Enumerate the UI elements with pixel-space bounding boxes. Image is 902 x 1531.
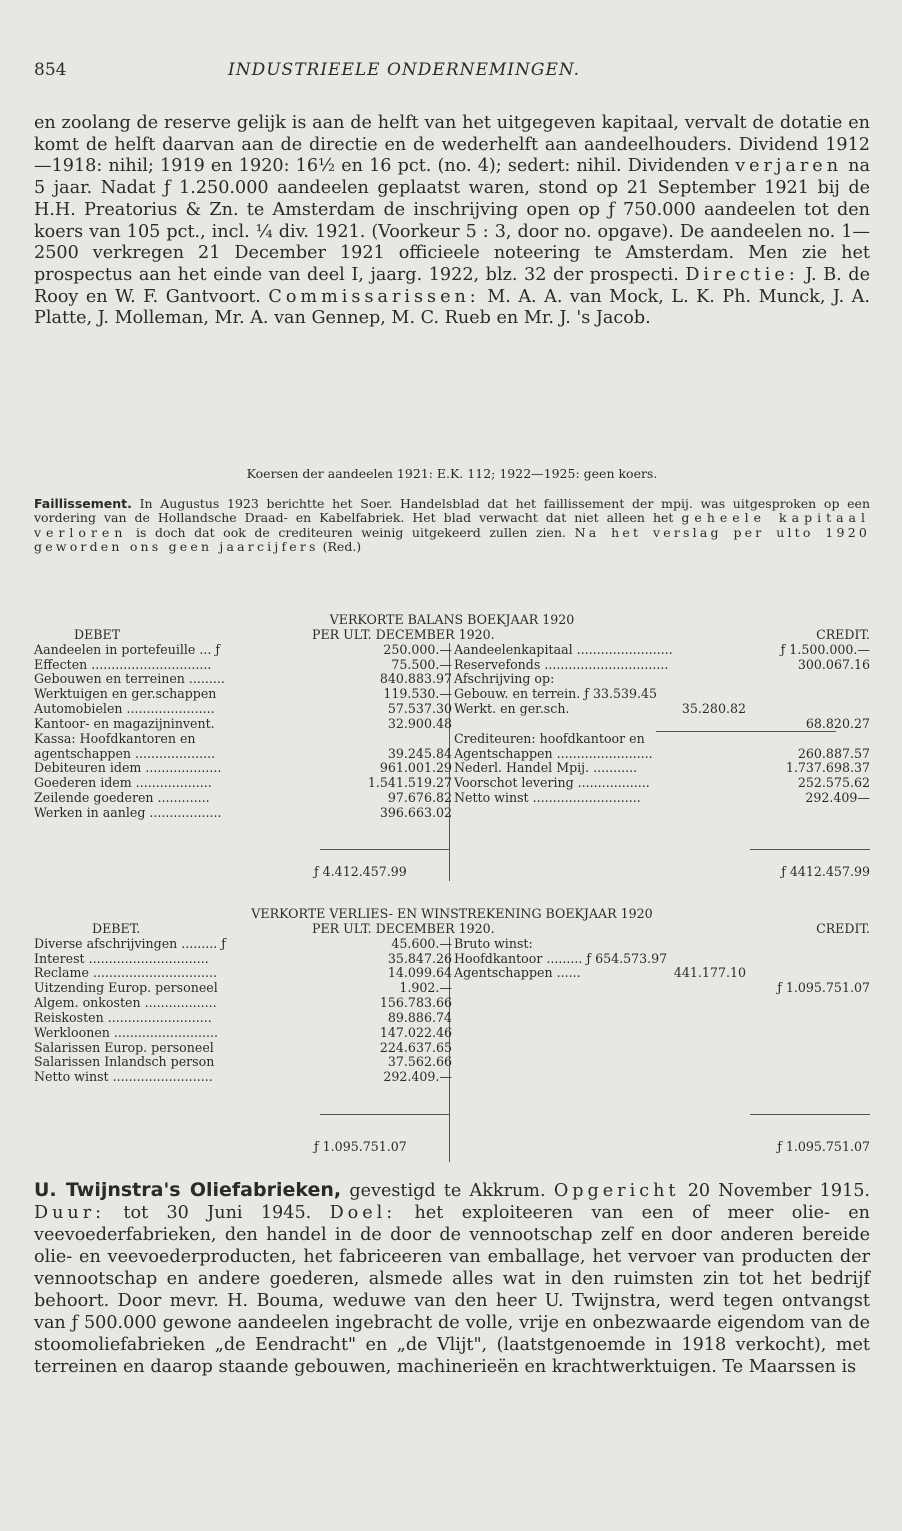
balans-subtotal-rule	[656, 731, 836, 732]
row-amount: 292.409.—	[383, 1069, 452, 1085]
table-row	[34, 1011, 452, 1026]
table-row	[34, 1041, 452, 1056]
table-row	[454, 952, 870, 967]
verlies-credit: CREDIT.	[816, 920, 870, 936]
row-amount: 14.099.64	[387, 965, 452, 981]
table-row	[34, 966, 452, 981]
row-label: agentschappen ....................	[34, 745, 216, 761]
balans-left-rule	[320, 849, 450, 850]
row-label: Zeilende goederen .............	[34, 790, 210, 806]
row-amount: ƒ 1.095.751.07	[777, 980, 870, 996]
intro-verjaren: verjaren	[735, 156, 843, 177]
faillissement-note	[34, 497, 870, 554]
twijn-opgericht: Opgericht	[553, 1181, 680, 1201]
balans-per: PER ULT. DECEMBER 1920.	[312, 626, 495, 642]
row-label: Kassa: Hoofdkantoren en	[34, 730, 196, 746]
twijn-doel: Doel:	[329, 1203, 397, 1223]
row-amount: 250.000.—	[383, 641, 452, 657]
table-row	[454, 672, 870, 687]
twijn-text-a: gevestigd te Akkrum.	[341, 1181, 554, 1201]
row-amount: 252.575.62	[797, 775, 870, 791]
intro-paragraph	[34, 113, 870, 330]
page-header	[34, 60, 874, 90]
row-label: Netto winst .........................	[34, 1069, 213, 1085]
table-row	[454, 937, 870, 952]
table-row	[454, 643, 870, 658]
table-row	[34, 732, 452, 747]
table-row	[34, 687, 452, 702]
table-row	[454, 776, 870, 791]
row-label: Aandeelenkapitaal ........................	[454, 641, 673, 657]
table-row	[34, 643, 452, 658]
table-row	[34, 776, 452, 791]
row-label: Algem. onkosten ..................	[34, 995, 217, 1011]
balans-debet: DEBET	[74, 626, 121, 642]
row-label: Salarissen Inlandsch person	[34, 1054, 215, 1070]
balans-left-col	[34, 643, 452, 821]
table-row	[34, 952, 452, 967]
row-label: Effecten ..............................	[34, 656, 212, 672]
balans-credit: CREDIT.	[816, 626, 870, 642]
row-subamount: 35.280.82	[681, 701, 746, 717]
verlies-head	[34, 922, 870, 937]
verlies-table	[34, 906, 870, 1154]
table-row	[34, 1026, 452, 1041]
row-amount: 35.847.26	[387, 950, 452, 966]
row-label: Gebouw. en terrein. ƒ 33.539.45	[454, 686, 658, 702]
twijn-text-d: het exploiteeren van een of meer olie- en veevoederfabrieken, den handel in de door de vennootschap zelf en door anderen bereide olie- en veevoederproducten, het fabriceeren van emballage, het vervoer van producten der vennootschap en andere goederen, alsmede alles wat in den ruimsten zin tot het bedrijf behoort. Door mevr. H. Bouma, weduwe van den heer U. Twijnstra, werd tegen ontvangst van ƒ 500.000 gewone aandeelen ingebracht de volle, vrije en onbezwaarde eigendom van de stoomoliefabrieken „de Eendracht" en „de Vlijt", (laatstgenoemde in 1918 verkocht), met terreinen en daarop staande gebouwen, machinerieën en krachtwerktuigen. Te Maarssen is	[34, 1203, 870, 1377]
table-row	[34, 761, 452, 776]
verlies-left-rule	[320, 1114, 450, 1115]
row-subamount: 441.177.10	[673, 965, 746, 981]
row-amount: 45.600.—	[391, 935, 452, 951]
row-label: Interest ..............................	[34, 950, 209, 966]
row-amount: 224.637.65	[379, 1039, 452, 1055]
row-label: Goederen idem ...................	[34, 775, 212, 791]
row-amount: 840.883.97	[379, 671, 452, 687]
row-label: Voorschot levering ..................	[454, 775, 650, 791]
row-label: Agentschappen ......	[454, 965, 581, 981]
row-amount: 961.001.29	[379, 760, 452, 776]
table-row	[34, 791, 452, 806]
intro-text-c: J. B. de Rooy en W. F. Gantvoort.	[34, 264, 870, 307]
table-row	[454, 791, 870, 806]
table-row	[454, 702, 870, 717]
company-name: U. Twijnstra's Oliefabrieken,	[34, 1179, 342, 1201]
table-row	[34, 1055, 452, 1070]
intro-commissarissen: Commissarissen:	[268, 286, 480, 307]
row-label: Werken in aanleg ..................	[34, 804, 222, 820]
row-label: Reiskosten ..........................	[34, 1009, 212, 1025]
row-label: Aandeelen in portefeuille ... ƒ	[34, 641, 221, 657]
table-row	[34, 981, 452, 996]
row-label: Automobielen ......................	[34, 701, 215, 717]
faill-na: Na het verslag per ulto 1920 geworden ons geen jaarcijfers	[34, 524, 870, 554]
table-row	[454, 732, 870, 747]
balans-table	[34, 612, 870, 879]
row-label: Reservefonds ...............................	[454, 656, 669, 672]
row-amount: ƒ 1.500.000.—	[780, 641, 870, 657]
intro-text-d: M. A. A. van Mock, L. K. Ph. Munck, J. A. Platte, J. Molleman, Mr. A. van Gennep, M. C. Rueb en Mr. J. 's Jacob.	[34, 286, 870, 329]
verlies-per: PER ULT. DECEMBER 1920.	[312, 920, 495, 936]
table-row	[34, 1070, 452, 1085]
row-label: Diverse afschrijvingen ......... ƒ	[34, 935, 226, 951]
row-label: Bruto winst:	[454, 935, 533, 951]
table-row	[454, 966, 870, 981]
row-amount: 1.902.—	[399, 980, 452, 996]
row-label: Gebouwen en terreinen .........	[34, 671, 225, 687]
verlies-debet: DEBET.	[92, 920, 141, 936]
row-label: Nederl. Handel Mpij. ...........	[454, 760, 638, 776]
verlies-right-col	[454, 937, 870, 996]
row-label: Uitzending Europ. personeel	[34, 980, 218, 996]
faill-text-c: (Red.)	[318, 538, 362, 554]
page-number: 854	[34, 60, 67, 80]
verlies-right-rule	[750, 1114, 870, 1115]
row-amount: 260.887.57	[797, 745, 870, 761]
row-label: Reclame ...............................	[34, 965, 218, 981]
row-label: Werktuigen en ger.schappen	[34, 686, 217, 702]
table-row	[34, 806, 452, 821]
table-row	[34, 672, 452, 687]
balans-left-total: ƒ 4.412.457.99	[314, 863, 407, 879]
faillissement-label: Faillissement.	[34, 496, 132, 511]
row-amount: 156.783.66	[379, 995, 452, 1011]
balans-right-rule	[750, 849, 870, 850]
table-row	[34, 996, 452, 1011]
row-amount: 37.562.66	[387, 1054, 452, 1070]
intro-directie: Directie:	[685, 264, 799, 285]
row-label: Werkt. en ger.sch.	[454, 701, 570, 717]
running-title: INDUSTRIEELE ONDERNEMINGEN.	[228, 60, 581, 80]
row-amount: 396.663.02	[379, 804, 452, 820]
table-row	[454, 687, 870, 702]
row-amount: 292.409—	[805, 790, 870, 806]
twijn-text-b: 20 November 1915.	[679, 1181, 870, 1201]
row-label: Netto winst ...........................	[454, 790, 641, 806]
balans-right-total: ƒ 4412.457.99	[781, 863, 870, 879]
table-row	[34, 717, 452, 732]
verlies-left-col	[34, 937, 452, 1085]
twijn-duur: Duur:	[34, 1203, 106, 1223]
balans-head	[34, 628, 870, 643]
balans-title: VERKORTE BALANS BOEKJAAR 1920	[329, 612, 575, 627]
row-amount: 147.022.46	[379, 1024, 452, 1040]
table-row	[34, 747, 452, 762]
row-amount: 75.500.—	[391, 656, 452, 672]
table-row	[454, 981, 870, 996]
row-amount: 89.886.74	[387, 1009, 452, 1025]
row-label: Hoofdkantoor ......... ƒ 654.573.97	[454, 950, 668, 966]
table-row	[34, 658, 452, 673]
table-row	[454, 658, 870, 673]
verlies-title: VERKORTE VERLIES- EN WINSTREKENING BOEKJAAR 1920	[251, 906, 653, 921]
row-amount: 32.900.48	[387, 715, 452, 731]
table-row	[454, 761, 870, 776]
table-row	[34, 937, 452, 952]
row-label: Kantoor- en magazijninvent.	[34, 715, 215, 731]
row-amount: 39.245.84	[387, 745, 452, 761]
verlies-right-total: ƒ 1.095.751.07	[777, 1138, 870, 1154]
row-label: Crediteuren: hoofdkantoor en	[454, 730, 645, 746]
row-amount: 119.530.—	[383, 686, 452, 702]
row-label: Werkloonen ..........................	[34, 1024, 218, 1040]
row-amount: 1.541.519.27	[367, 775, 452, 791]
table-row	[454, 717, 870, 732]
row-amount: 57.537.30	[387, 701, 452, 717]
row-label: Agentschappen ........................	[454, 745, 653, 761]
faill-text-b: is doch dat ook de crediteuren weinig uitgekeerd zullen zien.	[127, 524, 575, 540]
verlies-left-total: ƒ 1.095.751.07	[314, 1138, 407, 1154]
table-row	[454, 747, 870, 762]
balans-right-col	[454, 643, 870, 806]
twijnstra-paragraph	[34, 1179, 870, 1378]
row-label: Afschrijving op:	[454, 671, 555, 687]
twijn-text-c: tot 30 Juni 1945.	[105, 1203, 330, 1223]
row-amount: 68.820.27	[805, 715, 870, 731]
koersen-line: Koersen der aandeelen 1921: E.K. 112; 1922—1925: geen koers.	[246, 466, 658, 481]
intro-text-b: na 5 jaar. Nadat ƒ 1.250.000 aandeelen geplaatst waren, stond op 21 September 1921 bij de H.H. Preatorius & Zn. te Amsterdam de inschrijving open op ƒ 750.000 aandeelen tot den koers van 105 pct., incl. ¼ div. 1921. (Voorkeur 5 : 3, door no. opgave). De aandeelen no. 1—2500 verkregen 21 December 1921 officieele noteering te Amsterdam. Men zie het prospectus aan het einde van deel I, jaarg. 1922, blz. 32 der prospecti.	[34, 156, 870, 285]
faill-text-a: In Augustus 1923 berichtte het Soer. Handelsblad dat het faillissement der mpij. was uitgesproken op een vordering van de Hollandsche Draad- en Kabelfabriek. Het blad verwacht dat niet alleen het	[34, 496, 870, 526]
row-label: Debiteuren idem ...................	[34, 760, 222, 776]
row-label: Salarissen Europ. personeel	[34, 1039, 214, 1055]
row-amount: 300.067.16	[797, 656, 870, 672]
table-row	[34, 702, 452, 717]
row-amount: 1.737.698.37	[785, 760, 870, 776]
row-amount: 97.676.82	[387, 790, 452, 806]
faill-geheele: geheele kapitaal verloren	[34, 510, 870, 540]
intro-text-a: en zoolang de reserve gelijk is aan de helft van het uitgegeven kapitaal, vervalt de dotatie en komt de helft daarvan aan de directie en de wederhelft aan aandeelhouders. Dividend 1912—1918: nihil; 1919 en 1920: 16½ en 16 pct. (no. 4); sedert: nihil. Dividenden	[34, 113, 870, 177]
